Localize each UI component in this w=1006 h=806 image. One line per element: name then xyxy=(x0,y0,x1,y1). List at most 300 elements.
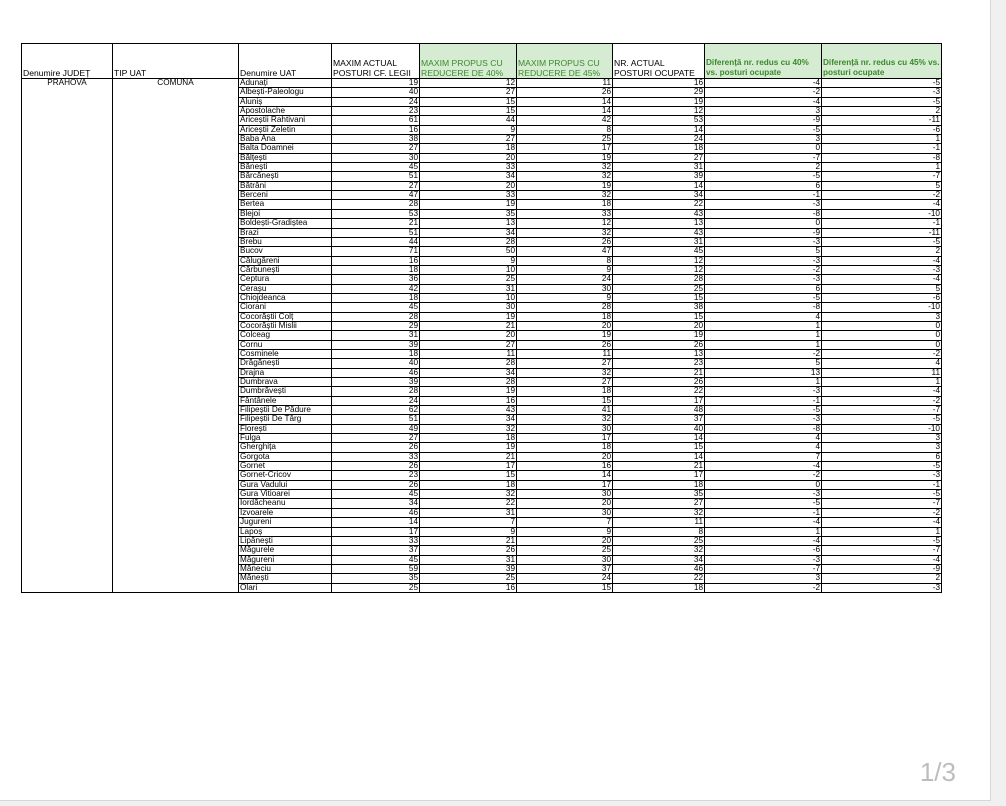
cell-dif-40: -5 xyxy=(705,293,822,302)
cell-max-actual: 37 xyxy=(332,546,420,555)
cell-uat-name: Ariceștii Zeletin xyxy=(239,125,332,134)
cell-max-actual: 19 xyxy=(332,79,420,88)
cell-dif-45: -10 xyxy=(822,209,942,218)
cell-propus-45: 30 xyxy=(517,508,613,517)
cell-propus-40: 32 xyxy=(420,424,517,433)
header-max-actual-text: MAXIM ACTUAL POSTURI CF. LEGII xyxy=(333,58,411,78)
cell-nr-actual: 46 xyxy=(613,564,705,573)
cell-judet xyxy=(22,125,113,134)
table-row xyxy=(22,462,942,471)
cell-propus-45: 32 xyxy=(517,415,613,424)
table-row xyxy=(22,321,942,330)
cell-tip-uat xyxy=(113,181,239,190)
cell-tip-uat xyxy=(113,583,239,592)
cell-propus-40: 10 xyxy=(420,265,517,274)
cell-max-actual: 45 xyxy=(332,303,420,312)
cell-nr-actual: 19 xyxy=(613,331,705,340)
cell-uat-name: Apostolache xyxy=(239,107,332,116)
cell-judet xyxy=(22,237,113,246)
cell-propus-40: 27 xyxy=(420,88,517,97)
cell-dif-40: 13 xyxy=(705,368,822,377)
cell-propus-40: 27 xyxy=(420,340,517,349)
table-row xyxy=(22,490,942,499)
table-row xyxy=(22,125,942,134)
cell-propus-40: 15 xyxy=(420,107,517,116)
cell-uat-name: Fântânele xyxy=(239,396,332,405)
cell-propus-45: 37 xyxy=(517,564,613,573)
cell-propus-40: 19 xyxy=(420,387,517,396)
cell-judet xyxy=(22,564,113,573)
cell-judet xyxy=(22,200,113,209)
cell-judet xyxy=(22,181,113,190)
cell-propus-45: 9 xyxy=(517,265,613,274)
header-dif-40-text: Diferență nr. redus cu 40% vs. posturi ocupate xyxy=(706,58,809,77)
cell-judet xyxy=(22,340,113,349)
cell-tip-uat xyxy=(113,293,239,302)
cell-uat-name: Măgureni xyxy=(239,555,332,564)
cell-uat-name: Bălțești xyxy=(239,153,332,162)
cell-dif-45: -6 xyxy=(822,293,942,302)
cell-dif-45: 4 xyxy=(822,359,942,368)
cell-dif-45: -1 xyxy=(822,480,942,489)
cell-dif-45: -5 xyxy=(822,97,942,106)
cell-max-actual: 18 xyxy=(332,293,420,302)
cell-propus-40: 15 xyxy=(420,471,517,480)
cell-judet xyxy=(22,359,113,368)
table-row xyxy=(22,88,942,97)
table-row xyxy=(22,564,942,573)
cell-tip-uat xyxy=(113,574,239,583)
cell-max-actual: 59 xyxy=(332,564,420,573)
table-row xyxy=(22,116,942,125)
header-dif-45 xyxy=(822,44,942,79)
cell-tip-uat xyxy=(113,331,239,340)
cell-dif-40: -4 xyxy=(705,518,822,527)
table-row xyxy=(22,340,942,349)
cell-propus-40: 11 xyxy=(420,349,517,358)
cell-judet xyxy=(22,583,113,592)
cell-propus-40: 18 xyxy=(420,434,517,443)
cell-nr-actual: 14 xyxy=(613,181,705,190)
cell-tip-uat xyxy=(113,536,239,545)
cell-dif-45: 0 xyxy=(822,340,942,349)
cell-uat-name: Aluniș xyxy=(239,97,332,106)
cell-dif-45: -3 xyxy=(822,88,942,97)
cell-propus-40: 26 xyxy=(420,546,517,555)
table-row xyxy=(22,209,942,218)
cell-dif-45: -11 xyxy=(822,116,942,125)
cell-propus-40: 16 xyxy=(420,583,517,592)
cell-propus-40: 20 xyxy=(420,181,517,190)
cell-propus-40: 34 xyxy=(420,172,517,181)
cell-propus-45: 27 xyxy=(517,359,613,368)
cell-uat-name: Lipănești xyxy=(239,536,332,545)
cell-nr-actual: 22 xyxy=(613,574,705,583)
cell-propus-45: 14 xyxy=(517,471,613,480)
cell-tip-uat xyxy=(113,471,239,480)
cell-dif-40: -2 xyxy=(705,265,822,274)
cell-tip-uat xyxy=(113,452,239,461)
cell-dif-45: -2 xyxy=(822,396,942,405)
header-judet: Denumire JUDEȚ xyxy=(22,44,113,79)
cell-uat-name: Gura Vitioarei xyxy=(239,490,332,499)
cell-dif-40: -3 xyxy=(705,415,822,424)
cell-tip-uat xyxy=(113,172,239,181)
cell-nr-actual: 22 xyxy=(613,387,705,396)
cell-tip-uat xyxy=(113,406,239,415)
cell-nr-actual: 27 xyxy=(613,499,705,508)
cell-tip-uat xyxy=(113,480,239,489)
cell-propus-45: 11 xyxy=(517,79,613,88)
cell-max-actual: 31 xyxy=(332,331,420,340)
cell-tip-uat xyxy=(113,368,239,377)
cell-max-actual: 33 xyxy=(332,536,420,545)
cell-dif-45: -3 xyxy=(822,583,942,592)
scrollbar[interactable] xyxy=(994,0,1006,806)
cell-judet: PRAHOVA xyxy=(22,79,113,88)
cell-nr-actual: 14 xyxy=(613,452,705,461)
cell-dif-40: -3 xyxy=(705,387,822,396)
cell-propus-45: 28 xyxy=(517,303,613,312)
cell-propus-45: 7 xyxy=(517,518,613,527)
cell-judet xyxy=(22,508,113,517)
cell-propus-40: 28 xyxy=(420,378,517,387)
cell-max-actual: 18 xyxy=(332,265,420,274)
cell-dif-40: -4 xyxy=(705,536,822,545)
cell-judet xyxy=(22,462,113,471)
cell-dif-40: 1 xyxy=(705,340,822,349)
cell-uat-name: Olari xyxy=(239,583,332,592)
cell-dif-40: 0 xyxy=(705,480,822,489)
cell-dif-45: -7 xyxy=(822,172,942,181)
cell-propus-45: 42 xyxy=(517,116,613,125)
cell-dif-45: 3 xyxy=(822,443,942,452)
cell-propus-45: 30 xyxy=(517,555,613,564)
cell-dif-45: -5 xyxy=(822,462,942,471)
header-dif-45-text: Diferență nr. redus cu 45% vs. posturi ocupate xyxy=(823,58,940,77)
cell-tip-uat xyxy=(113,107,239,116)
cell-judet xyxy=(22,97,113,106)
cell-nr-actual: 11 xyxy=(613,518,705,527)
table-row xyxy=(22,378,942,387)
cell-nr-actual: 26 xyxy=(613,340,705,349)
cell-max-actual: 29 xyxy=(332,321,420,330)
cell-tip-uat xyxy=(113,153,239,162)
cell-max-actual: 23 xyxy=(332,107,420,116)
cell-dif-45: -7 xyxy=(822,406,942,415)
cell-judet xyxy=(22,265,113,274)
cell-dif-45: -5 xyxy=(822,415,942,424)
cell-uat-name: Bătrâni xyxy=(239,181,332,190)
cell-tip-uat xyxy=(113,555,239,564)
cell-propus-40: 30 xyxy=(420,303,517,312)
cell-propus-45: 32 xyxy=(517,228,613,237)
cell-tip-uat xyxy=(113,144,239,153)
cell-tip-uat xyxy=(113,424,239,433)
table-row xyxy=(22,228,942,237)
cell-uat-name: Filipeștii De Pădure xyxy=(239,406,332,415)
cell-nr-actual: 18 xyxy=(613,144,705,153)
cell-dif-40: -5 xyxy=(705,499,822,508)
table-row xyxy=(22,387,942,396)
cell-dif-45: -5 xyxy=(822,237,942,246)
cell-propus-40: 12 xyxy=(420,79,517,88)
cell-propus-40: 18 xyxy=(420,480,517,489)
cell-max-actual: 17 xyxy=(332,527,420,536)
cell-uat-name: Bucov xyxy=(239,247,332,256)
cell-uat-name: Colceag xyxy=(239,331,332,340)
cell-uat-name: Filipeștii De Târg xyxy=(239,415,332,424)
cell-uat-name: Baba Ana xyxy=(239,135,332,144)
cell-max-actual: 27 xyxy=(332,144,420,153)
cell-max-actual: 26 xyxy=(332,443,420,452)
cell-uat-name: Bănești xyxy=(239,163,332,172)
cell-judet xyxy=(22,172,113,181)
cell-tip-uat xyxy=(113,312,239,321)
cell-max-actual: 71 xyxy=(332,247,420,256)
cell-nr-actual: 29 xyxy=(613,88,705,97)
cell-judet xyxy=(22,443,113,452)
cell-tip-uat xyxy=(113,527,239,536)
table-row xyxy=(22,331,942,340)
cell-uat-name: Cocorăștii Mislii xyxy=(239,321,332,330)
cell-uat-name: Măgurele xyxy=(239,546,332,555)
table-row xyxy=(22,368,942,377)
cell-judet xyxy=(22,378,113,387)
table-body xyxy=(22,79,942,593)
table-row xyxy=(22,247,942,256)
cell-tip-uat xyxy=(113,546,239,555)
cell-propus-45: 9 xyxy=(517,527,613,536)
cell-dif-40: -9 xyxy=(705,116,822,125)
cell-uat-name: Chiojdeanca xyxy=(239,293,332,302)
cell-propus-45: 8 xyxy=(517,256,613,265)
cell-nr-actual: 12 xyxy=(613,107,705,116)
cell-propus-45: 24 xyxy=(517,574,613,583)
cell-propus-40: 31 xyxy=(420,284,517,293)
cell-dif-40: -3 xyxy=(705,275,822,284)
cell-propus-45: 32 xyxy=(517,191,613,200)
cell-propus-40: 33 xyxy=(420,191,517,200)
cell-tip-uat xyxy=(113,415,239,424)
cell-dif-45: -8 xyxy=(822,153,942,162)
cell-nr-actual: 31 xyxy=(613,163,705,172)
cell-dif-40: -3 xyxy=(705,237,822,246)
cell-max-actual: 18 xyxy=(332,349,420,358)
table-row xyxy=(22,191,942,200)
cell-judet xyxy=(22,116,113,125)
cell-nr-actual: 25 xyxy=(613,284,705,293)
cell-propus-45: 19 xyxy=(517,331,613,340)
cell-tip-uat xyxy=(113,209,239,218)
cell-uat-name: Berceni xyxy=(239,191,332,200)
cell-dif-45: -7 xyxy=(822,546,942,555)
cell-uat-name: Iordăcheanu xyxy=(239,499,332,508)
table-row xyxy=(22,107,942,116)
cell-uat-name: Dumbrava xyxy=(239,378,332,387)
cell-judet xyxy=(22,471,113,480)
cell-dif-45: -7 xyxy=(822,499,942,508)
cell-tip-uat xyxy=(113,340,239,349)
cell-uat-name: Balta Doamnei xyxy=(239,144,332,153)
cell-max-actual: 34 xyxy=(332,499,420,508)
cell-uat-name: Gherghița xyxy=(239,443,332,452)
cell-dif-40: 6 xyxy=(705,284,822,293)
header-row xyxy=(22,44,942,79)
cell-tip-uat xyxy=(113,275,239,284)
cell-nr-actual: 48 xyxy=(613,406,705,415)
header-nr-actual-text: NR. ACTUAL POSTURI OCUPATE xyxy=(614,58,695,78)
cell-tip-uat xyxy=(113,396,239,405)
cell-propus-40: 31 xyxy=(420,555,517,564)
cell-propus-45: 32 xyxy=(517,368,613,377)
cell-propus-40: 35 xyxy=(420,209,517,218)
table-row xyxy=(22,434,942,443)
cell-nr-actual: 38 xyxy=(613,303,705,312)
cell-dif-45: -9 xyxy=(822,564,942,573)
cell-dif-45: 1 xyxy=(822,527,942,536)
cell-propus-40: 25 xyxy=(420,574,517,583)
cell-uat-name: Albești-Paleologu xyxy=(239,88,332,97)
cell-nr-actual: 12 xyxy=(613,265,705,274)
cell-dif-40: 6 xyxy=(705,181,822,190)
cell-propus-45: 17 xyxy=(517,434,613,443)
cell-max-actual: 26 xyxy=(332,480,420,489)
cell-dif-45: -10 xyxy=(822,424,942,433)
cell-tip-uat xyxy=(113,219,239,228)
cell-dif-40: -8 xyxy=(705,209,822,218)
table-row xyxy=(22,237,942,246)
cell-max-actual: 38 xyxy=(332,135,420,144)
cell-nr-actual: 8 xyxy=(613,527,705,536)
cell-propus-45: 20 xyxy=(517,321,613,330)
cell-dif-40: -7 xyxy=(705,564,822,573)
cell-propus-45: 27 xyxy=(517,378,613,387)
cell-nr-actual: 26 xyxy=(613,378,705,387)
cell-max-actual: 25 xyxy=(332,583,420,592)
cell-judet xyxy=(22,284,113,293)
cell-uat-name: Brebu xyxy=(239,237,332,246)
cell-uat-name: Bărcănești xyxy=(239,172,332,181)
cell-judet xyxy=(22,209,113,218)
cell-judet xyxy=(22,424,113,433)
table-row xyxy=(22,303,942,312)
cell-dif-45: -2 xyxy=(822,191,942,200)
cell-propus-40: 19 xyxy=(420,443,517,452)
table-row xyxy=(22,275,942,284)
cell-propus-40: 19 xyxy=(420,312,517,321)
cell-nr-actual: 22 xyxy=(613,200,705,209)
cell-propus-40: 21 xyxy=(420,321,517,330)
table-row xyxy=(22,135,942,144)
cell-dif-45: 2 xyxy=(822,574,942,583)
table-row xyxy=(22,518,942,527)
cell-max-actual: 30 xyxy=(332,153,420,162)
cell-propus-45: 26 xyxy=(517,88,613,97)
cell-propus-40: 9 xyxy=(420,256,517,265)
cell-dif-45: -4 xyxy=(822,256,942,265)
cell-max-actual: 39 xyxy=(332,340,420,349)
table-row xyxy=(22,406,942,415)
cell-max-actual: 24 xyxy=(332,97,420,106)
cell-propus-45: 33 xyxy=(517,209,613,218)
table-row xyxy=(22,144,942,153)
cell-propus-40: 34 xyxy=(420,228,517,237)
cell-max-actual: 26 xyxy=(332,462,420,471)
cell-tip-uat xyxy=(113,490,239,499)
table-row xyxy=(22,443,942,452)
table-row xyxy=(22,312,942,321)
cell-propus-40: 15 xyxy=(420,97,517,106)
page-counter: 1/3 xyxy=(919,757,956,787)
cell-propus-40: 20 xyxy=(420,331,517,340)
cell-dif-40: 4 xyxy=(705,434,822,443)
header-propus-40 xyxy=(420,44,517,79)
cell-dif-45: -4 xyxy=(822,275,942,284)
cell-tip-uat xyxy=(113,97,239,106)
cell-tip-uat xyxy=(113,303,239,312)
cell-tip-uat xyxy=(113,88,239,97)
cell-max-actual: 27 xyxy=(332,181,420,190)
cell-propus-45: 19 xyxy=(517,181,613,190)
cell-judet xyxy=(22,536,113,545)
cell-propus-45: 8 xyxy=(517,125,613,134)
cell-tip-uat xyxy=(113,191,239,200)
cell-tip-uat xyxy=(113,284,239,293)
cell-max-actual: 45 xyxy=(332,490,420,499)
cell-uat-name: Ciorani xyxy=(239,303,332,312)
table-row xyxy=(22,396,942,405)
cell-tip-uat xyxy=(113,265,239,274)
cell-tip-uat xyxy=(113,321,239,330)
table-row xyxy=(22,163,942,172)
cell-nr-actual: 24 xyxy=(613,135,705,144)
cell-dif-40: 1 xyxy=(705,527,822,536)
cell-propus-45: 11 xyxy=(517,349,613,358)
cell-dif-45: 1 xyxy=(822,378,942,387)
cell-max-actual: 49 xyxy=(332,424,420,433)
table-row xyxy=(22,574,942,583)
cell-propus-40: 19 xyxy=(420,200,517,209)
cell-propus-45: 14 xyxy=(517,107,613,116)
cell-propus-45: 26 xyxy=(517,340,613,349)
cell-tip-uat xyxy=(113,378,239,387)
cell-max-actual: 46 xyxy=(332,508,420,517)
cell-uat-name: Drăgănești xyxy=(239,359,332,368)
cell-dif-40: -2 xyxy=(705,583,822,592)
cell-max-actual: 45 xyxy=(332,163,420,172)
cell-nr-actual: 25 xyxy=(613,536,705,545)
cell-dif-40: -1 xyxy=(705,396,822,405)
cell-max-actual: 28 xyxy=(332,200,420,209)
cell-dif-40: -2 xyxy=(705,471,822,480)
cell-uat-name: Jugureni xyxy=(239,518,332,527)
table-row xyxy=(22,546,942,555)
table-row xyxy=(22,359,942,368)
cell-dif-40: -2 xyxy=(705,88,822,97)
cell-nr-actual: 18 xyxy=(613,480,705,489)
cell-propus-45: 18 xyxy=(517,200,613,209)
cell-tip-uat xyxy=(113,200,239,209)
cell-nr-actual: 43 xyxy=(613,228,705,237)
cell-nr-actual: 43 xyxy=(613,209,705,218)
table-row xyxy=(22,415,942,424)
cell-max-actual: 23 xyxy=(332,471,420,480)
cell-propus-45: 30 xyxy=(517,284,613,293)
cell-dif-45: 2 xyxy=(822,107,942,116)
cell-judet xyxy=(22,312,113,321)
cell-uat-name: Lapoș xyxy=(239,527,332,536)
